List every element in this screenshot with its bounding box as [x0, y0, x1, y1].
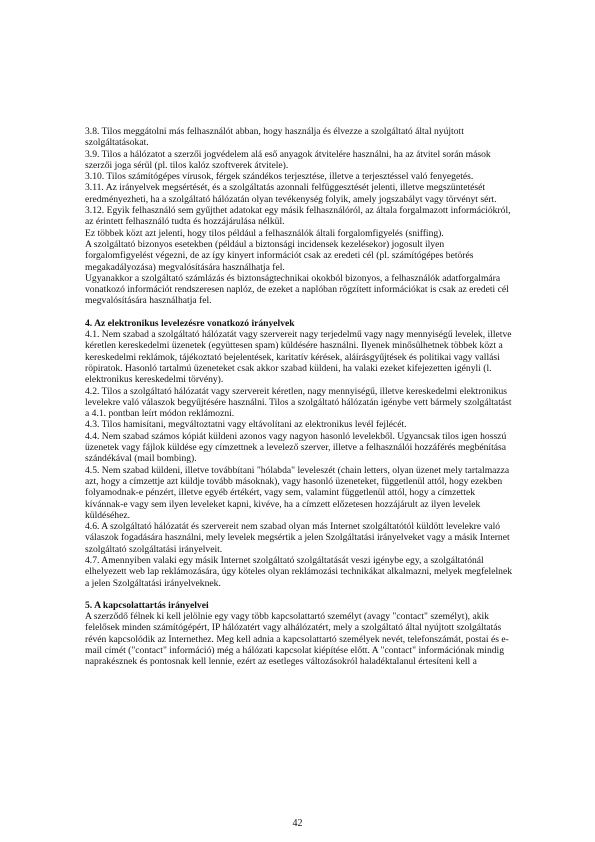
paragraph-4-1: 4.1. Nem szabad a szolgáltató hálózatát vagy szervereit nagy terjedelmű vagy nagy mennyiségű levelek, illetve kéretlen kereskedelmi üzenetek (együttesen spam) küldésére használni. Ilyenek minősülhetnek többek közt a kereskedelmi reklámok, tájékoztató bejelentések, karitatív kérések, aláírásgyűjtések és politikai vagy vallási röpiratok. Hasonló tartalmú üzeneteket csak akkor szabad küldeni, ha valaki ezeket kifejezetten igényli (l. elektronikus kereskedelmi törvény).	[85, 329, 512, 386]
paragraph-4-4: 4.4. Nem szabad számos kópiát küldeni azonos vagy nagyon hasonló levelekből. Ugyancsak tilos igen hosszú üzenetek vagy fájlok küldése egy címzettnek a levelező szerver, illetve a felhasználói hozzáférés megbénítása szándékával (mail bombing).	[85, 430, 507, 465]
paragraph-5: A szerződő félnek ki kell jelölnie egy vagy több kapcsolattartó személyt (avagy "contact" személyt), akik felelősek minden számítógépért, IP hálózatért vagy alhálózatért, mely a szolgáltató által nyújtott szolgáltatás révén kapcsolódik az Internethez. Meg kell adnia a kapcsolattartó személyek nevét, telefonszámát, postai és e-mail címét ("contact" információ) még a hálózati kapcsolat kiépítése előtt. A "contact" információnak mindig naprakésznek és pontosnak kell lennie, ezért az esetleges változásokról haladéktalanul értesíteni kell a	[85, 611, 509, 668]
paragraph-3-12-monitoring: A szolgáltató bizonyos esetekben (például a biztonsági incidensek kezelésekor) jogosult ilyen forgalomfigyelést végezni, de az így kinyert információt csak az eredeti cél (pl. számítógépes betörés megakadályozása) megvalósítására használhatja fel.	[85, 238, 474, 273]
paragraph-3-12: 3.12. Egyik felhasználó sem gyűjthet adatokat egy másik felhasználóról, az általa forgalmazott információkról, az érintett felhasználó tudta és hozzájárulása nélkül.	[85, 205, 511, 228]
paragraph-3-10: 3.10. Tilos számítógépes vírusok, férgek szándékos terjesztése, illetve a terjesztéssel való fenyegetés.	[85, 171, 474, 183]
section-4-heading: 4. Az elektronikus levelezésre vonatkozó irányelvek	[85, 317, 295, 329]
page-number: 42	[292, 818, 303, 829]
section-gap	[85, 589, 513, 600]
paragraph-4-6: 4.6. A szolgáltató hálózatát és szervereit nem szabad olyan más Internet szolgáltatótól küldött levelekre való válaszok fogadására használni, mely levelek megsértik a jelen Szolgáltatási irányelveket vagy a másik Internet szolgáltató szolgáltatási irányelveit.	[85, 521, 510, 555]
document-body	[85, 126, 513, 668]
section-gap	[85, 307, 513, 318]
section-5-heading: 5. A kapcsolattartás irányelvei	[85, 599, 209, 611]
paragraph-3-11: 3.11. Az irányelvek megsértését, és a szolgáltatás azonnali felfüggesztését jelenti, illetve megszüntetését eredményezheti, ha a szolgáltató hálózatán olyan tevékenység folyik, amely jogszabályt vagy törvényt sért.	[85, 182, 497, 205]
paragraph-4-2: 4.2. Tilos a szolgáltató hálózatát vagy szervereit kéretlen, nagy mennyiségű, illetve kereskedelmi elektronikus levelekre való válaszok begyűjtésére használni. Tilos a szolgáltató hálózatán igénybe vett bármely szolgáltatást a 4.1. pontban leírt módon reklámozni.	[85, 385, 512, 420]
paragraph-3-12-logging: Ugyanakkor a szolgáltató számlázás és biztonságtechnikai okokból bizonyos, a felhasználók adatforgalmára vonatkozó információt rendszeresen naplóz, de ezeket a naplóban rögzített információkat is csak az eredeti cél megvalósítására használhatja fel.	[85, 272, 509, 307]
paragraph-3-12-sniffing: Ez többek közt azt jelenti, hogy tilos például a felhasználók általi forgalomfigyelés (sniffing).	[85, 227, 444, 239]
paragraph-4-7: 4.7. Amennyiben valaki egy másik Internet szolgáltató szolgáltatását veszi igénybe egy, a szolgáltatónál elhelyezett web lap reklámozására, úgy köteles olyan reklámozási technikákat alkalmazni, melyek megfelelnek a jelen Szolgáltatási irányelveknek.	[85, 554, 513, 589]
paragraph-4-3: 4.3. Tilos hamisítani, megváltoztatni vagy eltávolítani az elektronikus levél fejlécét.	[85, 419, 407, 431]
paragraph-3-8: 3.8. Tilos meggátolni más felhasználót abban, hogy használja és élvezze a szolgáltató által nyújtott szolgáltatásokat.	[85, 126, 464, 149]
document-page	[85, 126, 513, 668]
paragraph-3-9: 3.9. Tilos a hálózatot a szerzői jogvédelem alá eső anyagok átvitelére használni, ha az átvitel során mások szerzői joga sérül (pl. tilos kalóz szoftverek átvitele).	[85, 148, 491, 171]
paragraph-4-5: 4.5. Nem szabad küldeni, illetve továbbítani "hólabda" leveleszét (chain letters, olyan üzenet mely tartalmazza azt, hogy a címzettje azt küldje tovább másoknak), vagy hasonló üzeneteket, függetlenül attól, hogy ezekben folyamodnak-e pénzért, illetve egyéb értékért, vagy sem, valamint függetlenül attól, hogy a címzettek kívánnak-e vagy sem ilyen leveleket kapni, kivéve, ha a címzett előzetesen hozzájárult az ilyen levelek küldéséhez.	[85, 464, 510, 521]
